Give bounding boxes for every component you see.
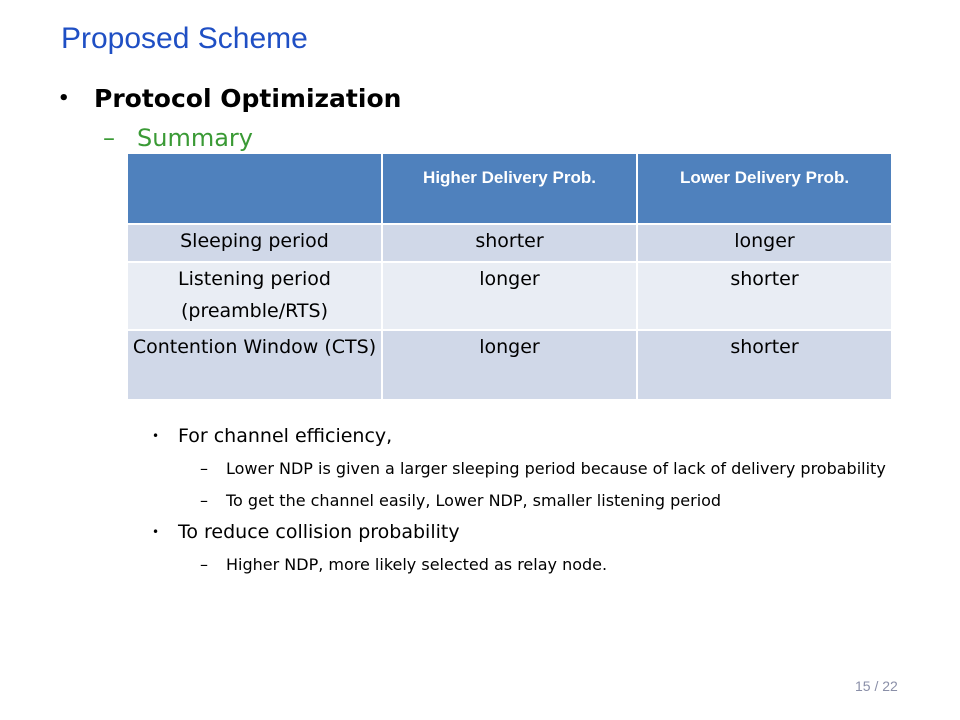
table-cell: longer [382,330,637,400]
main-bullet [58,84,401,113]
bullet-heading: Protocol Optimization [94,84,402,113]
dash-icon: – [200,555,208,574]
table-row [128,224,892,262]
dash-icon: – [200,459,208,478]
table-cell: Sleeping period [128,224,382,262]
slide-title: Proposed Scheme [61,22,308,55]
summary-table [128,154,893,401]
table-cell: shorter [637,262,892,330]
subpoint-text: Lower NDP is given a larger sleeping period because of lack of delivery probability [226,459,886,478]
subpoint-text: To get the channel easily, Lower NDP, smaller listening period [226,491,722,510]
table-header-cell [128,154,382,224]
dash-icon: – [103,124,115,152]
table-header-cell: Lower Delivery Prob. [637,154,892,224]
list-item [200,553,912,577]
sub-bullet [103,124,253,152]
table-cell: longer [637,224,892,262]
bullet-icon: • [152,429,160,443]
list-item [152,425,912,447]
point-list [152,425,912,585]
table-row [128,330,892,400]
table-cell: Listening period (preamble/RTS) [128,262,382,330]
table-row [128,262,892,330]
table-header-cell: Higher Delivery Prob. [382,154,637,224]
dash-icon: – [200,491,208,510]
table-cell: shorter [382,224,637,262]
table-cell: shorter [637,330,892,400]
list-item [200,457,912,481]
table-cell: Contention Window (CTS) [128,330,382,400]
table-cell: longer [382,262,637,330]
bullet-icon: • [152,525,160,539]
subpoint-text: Higher NDP, more likely selected as relay node. [226,555,608,574]
point-text: To reduce collision probability [178,521,460,543]
page-number: 15 / 22 [855,678,898,694]
table-header-row [128,154,892,224]
list-item [152,521,912,543]
point-text: For channel efficiency, [178,425,393,447]
list-item [200,489,912,513]
sub-heading: Summary [137,124,253,152]
bullet-icon: • [58,88,70,109]
